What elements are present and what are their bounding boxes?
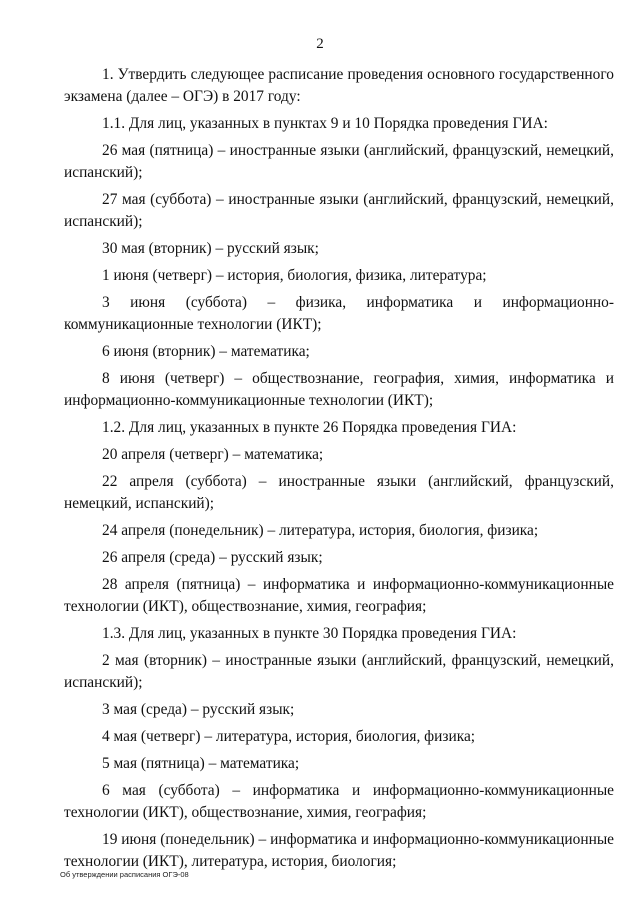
paragraph: 1.2. Для лиц, указанных в пункте 26 Порядка проведения ГИА: [102, 419, 517, 436]
paragraph: 5 мая (пятница) – математика; [102, 755, 300, 772]
document-body [64, 64, 614, 878]
paragraph: 1 июня (четверг) – история, биология, физика, литература; [102, 267, 487, 284]
page-number: 2 [316, 36, 324, 52]
paragraph: 22 апреля (суббота) – иностранные языки (английский, французский, немецкий, испанский); [64, 473, 614, 512]
paragraph: 6 мая (суббота) – информатика и информационно-коммуникационные технологии (ИКТ), обществознание, химия, география; [64, 782, 614, 821]
paragraph: 19 июня (понедельник) – информатика и информационно-коммуникационные технологии (ИКТ), литература, история, биология; [64, 831, 614, 870]
paragraph: 3 июня (суббота) – физика, информатика и информационно-коммуникационные технологии (ИКТ); [64, 294, 614, 333]
paragraph: 27 мая (суббота) – иностранные языки (английский, французский, немецкий, испанский); [64, 191, 614, 230]
paragraph: 20 апреля (четверг) – математика; [102, 446, 324, 463]
paragraph: 26 мая (пятница) – иностранные языки (английский, французский, немецкий, испанский); [64, 142, 614, 181]
paragraph: 4 мая (четверг) – литература, история, биология, физика; [102, 728, 476, 745]
footer-note: Об утверждении расписания ОГЭ-08 [60, 870, 189, 879]
paragraph: 6 июня (вторник) – математика; [102, 343, 310, 360]
paragraph: 3 мая (среда) – русский язык; [102, 701, 295, 718]
paragraph: 1.1. Для лиц, указанных в пунктах 9 и 10 Порядка проведения ГИА: [102, 115, 548, 132]
paragraph: 28 апреля (пятница) – информатика и информационно-коммуникационные технологии (ИКТ), обществознание, химия, география; [64, 576, 614, 615]
paragraph: 30 мая (вторник) – русский язык; [102, 240, 319, 257]
paragraph: 2 мая (вторник) – иностранные языки (английский, французский, немецкий, испанский); [64, 652, 614, 691]
paragraph: 8 июня (четверг) – обществознание, география, химия, информатика и информационно-коммуникационные технологии (ИКТ); [64, 370, 614, 409]
paragraph: 24 апреля (понедельник) – литература, история, биология, физика; [102, 522, 539, 539]
paragraph: 1.3. Для лиц, указанных в пункте 30 Порядка проведения ГИА: [102, 625, 517, 642]
paragraph: 26 апреля (среда) – русский язык; [102, 549, 323, 566]
paragraph: 1. Утвердить следующее расписание проведения основного государственного экзамена (далее – ОГЭ) в 2017 году: [64, 66, 614, 105]
